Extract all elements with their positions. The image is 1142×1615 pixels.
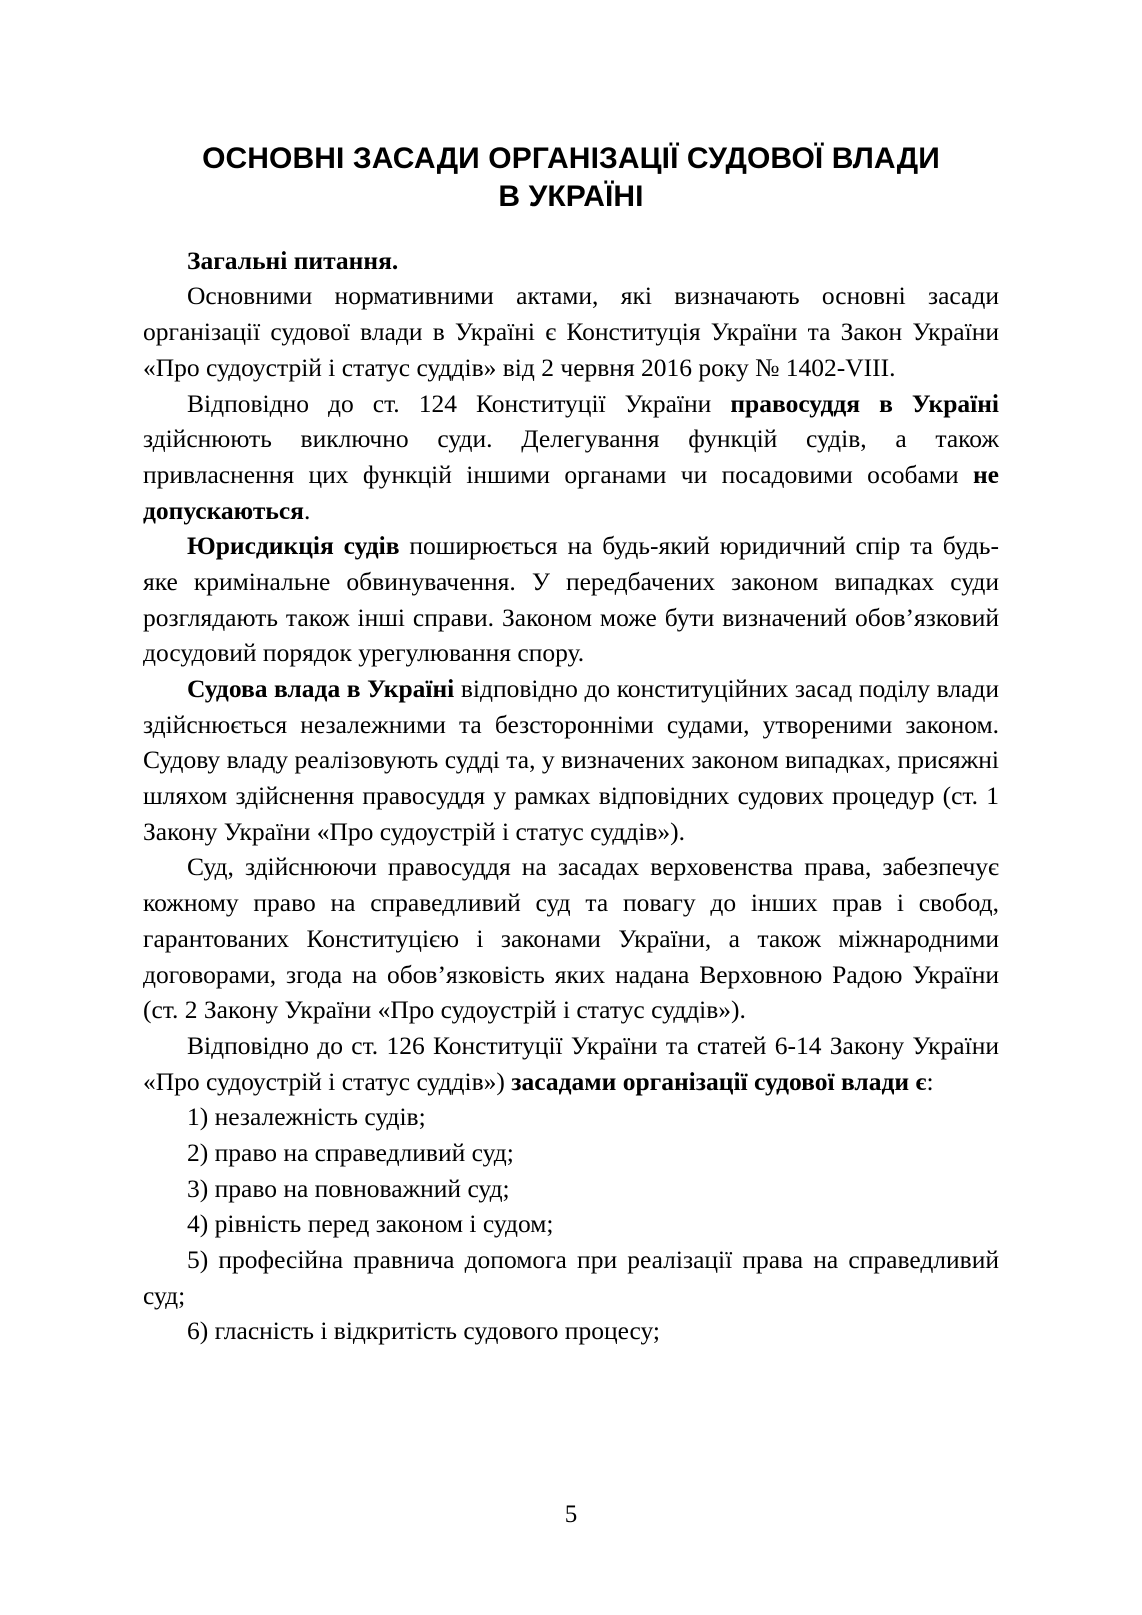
p-article-124-run-3: не допускаються (143, 459, 999, 525)
p-article-124-run-4: . (303, 495, 311, 525)
p-jurisdiction-run-1: поширюється на будь-який юридичний спір та будь-яке кримінальне обвинувачення. У передбачених законом випадках суди розглядають також інші справи. Законом може бути визначений обов’язковий досудовий порядок урегулювання спору. (143, 531, 999, 668)
page-title-line-1: ОСНОВНІ ЗАСАДИ ОРГАНІЗАЦІЇ СУДОВОЇ ВЛАДИ (202, 142, 940, 175)
p-jurisdiction-run-0: Юрисдикція судів (187, 531, 400, 561)
p-normative-acts-run-0: Основними нормативними актами, які визначають основні засади організації судової влади в Україні є Конституція України та Закон України «Про судоустрій і статус суддів» від 2 червня 2016 року № 1402-VIII. (143, 281, 999, 382)
p-article-126-run-2: : (926, 1066, 934, 1096)
p-court-justice (143, 849, 999, 1027)
page-title-line-2: В УКРАЇНІ (498, 180, 644, 214)
item-2: 2) право на справедливий суд; (187, 1137, 514, 1167)
item-6: 6) гласність і відкритість судового процесу; (187, 1316, 661, 1346)
p-article-126 (143, 1028, 999, 1099)
item-4: 4) рівність перед законом і судом; (187, 1209, 554, 1239)
p-judicial-power-run-0: Судова влада в Україні (187, 674, 455, 704)
p-general-questions (143, 243, 999, 279)
p-judicial-power (143, 671, 999, 849)
p-judicial-power-run-1: відповідно до конституційних засад поділу влади здійснюється незалежними та безсторонніми судами, утвореними законом. Судову владу реалізовують судді та, у визначених законом випадках, присяжні шляхом здійснення правосуддя у рамках відповідних судових процедур (ст. 1 Закону України «Про судоустрій і статус суддів»). (143, 674, 999, 846)
list-container (143, 1099, 999, 1349)
p-article-124-run-2: здійснюють виключно суди. Делегування функцій судів, а також привласнення цих функцій іншими органами чи посадовими особами (143, 424, 999, 489)
page-title (143, 140, 999, 217)
p-article-124-run-0: Відповідно до ст. 124 Конституції України (187, 388, 731, 418)
document-body (143, 243, 999, 1100)
item-3: 3) право на повноважний суд; (187, 1173, 510, 1203)
p-article-126-run-1: засадами організації судової влади є (511, 1066, 927, 1096)
p-normative-acts (143, 278, 999, 385)
page-number: 5 (564, 1501, 578, 1528)
p-jurisdiction (143, 528, 999, 671)
item-1: 1) незалежність судів; (187, 1102, 426, 1132)
p-article-126-run-0: Відповідно до ст. 126 Конституції України та статей 6-14 Закону України «Про судоустрій і статус суддів») (143, 1030, 999, 1096)
item-5: 5) професійна правнича допомога при реалізації права на справедливий суд; (143, 1245, 999, 1310)
p-general-questions-run-0: Загальні питання. (187, 245, 399, 275)
p-article-124-run-1: правосуддя в Україні (730, 388, 999, 418)
p-article-124 (143, 386, 999, 529)
p-court-justice-run-0: Суд, здійснюючи правосуддя на засадах верховенства права, забезпечує кожному право на справедливий суд та повагу до інших прав і свобод, гарантованих Конституцією і законами України, а також міжнародними договорами, згода на обов’язковість яких надана Верховною Радою України (ст. 2 Закону України «Про судоустрій і статус суддів»). (143, 852, 999, 1025)
